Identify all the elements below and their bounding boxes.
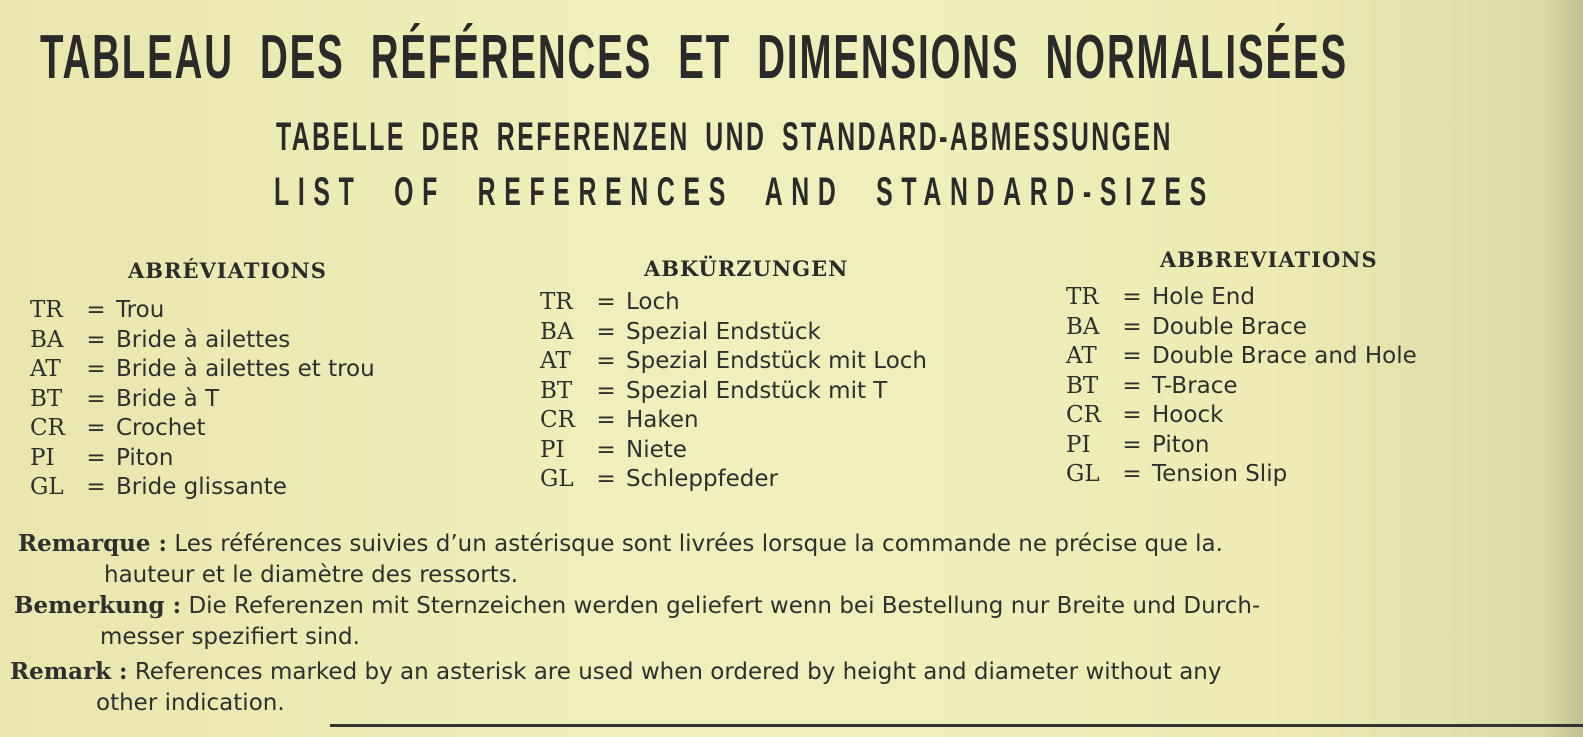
remark-text: Die Referenzen mit Sternzeichen werden geliefert wenn bei Bestellung nur Breite und Durch- xyxy=(188,593,1261,619)
equals-sign: = xyxy=(596,348,616,374)
abbr-label: Hole End xyxy=(1152,284,1255,310)
list-item xyxy=(30,444,375,474)
list-item xyxy=(30,414,375,444)
abbr-code: TR xyxy=(540,289,573,315)
equals-sign: = xyxy=(86,356,106,382)
list-item xyxy=(540,436,927,466)
abbr-code: CR xyxy=(30,415,65,441)
abbr-label: T-Brace xyxy=(1152,372,1238,399)
list-item xyxy=(1066,313,1417,343)
abbr-label: Schleppfeder xyxy=(626,466,779,492)
equals-sign: = xyxy=(86,474,106,500)
remark-label: Remark : xyxy=(10,658,128,685)
abbr-label: Piton xyxy=(1152,431,1210,458)
remark-english xyxy=(10,656,1222,719)
equals-sign: = xyxy=(1122,343,1142,369)
abbr-code: CR xyxy=(1066,402,1101,428)
abbr-label: Double Brace xyxy=(1152,313,1307,340)
abbr-code: PI xyxy=(1066,431,1091,458)
abbr-label: Spezial Endstück xyxy=(626,318,821,345)
abbr-label: Bride à T xyxy=(116,385,220,412)
equals-sign: = xyxy=(86,326,106,353)
list-item xyxy=(540,406,927,436)
abbr-code: TR xyxy=(30,297,63,323)
equals-sign: = xyxy=(1122,313,1142,340)
list-item xyxy=(1066,401,1417,431)
abbr-label: Double Brace and Hole xyxy=(1152,343,1417,369)
column-heading-english: ABBREVIATIONS xyxy=(1160,247,1378,272)
abbr-code: BT xyxy=(540,377,573,404)
list-item xyxy=(1066,283,1417,313)
subtitle-english: LIST OF REFERENCES AND STANDARD-SIZES xyxy=(274,170,1215,214)
equals-sign: = xyxy=(86,444,106,471)
column-heading-german: ABKÜRZUNGEN xyxy=(644,256,849,281)
abbreviation-list-french xyxy=(30,296,375,503)
abbr-label: Spezial Endstück mit Loch xyxy=(626,348,927,374)
bottom-rule xyxy=(330,724,1583,727)
equals-sign: = xyxy=(596,377,616,404)
abbr-code: GL xyxy=(30,474,64,500)
equals-sign: = xyxy=(596,318,616,345)
abbr-label: Bride à ailettes xyxy=(116,326,291,353)
remark-text-continued: other indication. xyxy=(96,690,285,716)
equals-sign: = xyxy=(596,407,616,433)
abbr-code: BA xyxy=(30,326,64,353)
list-item xyxy=(1066,372,1417,402)
list-item xyxy=(1066,342,1417,372)
abbr-label: Haken xyxy=(626,407,699,433)
remark-german xyxy=(14,590,1260,653)
remark-text: Les références suivies d’un astérisque sont livrées lorsque la commande ne précise que la. xyxy=(174,531,1223,557)
remark-text-continued: hauteur et le diamètre des ressorts. xyxy=(104,562,519,588)
list-item xyxy=(30,355,375,385)
equals-sign: = xyxy=(1122,284,1142,310)
abbr-label: Bride glissante xyxy=(116,474,287,500)
list-item xyxy=(540,465,927,495)
abbreviation-list-english xyxy=(1066,283,1417,490)
abbr-label: Niete xyxy=(626,436,687,463)
abbr-label: Loch xyxy=(626,289,680,315)
abbr-label: Spezial Endstück mit T xyxy=(626,377,888,404)
abbr-label: Hoock xyxy=(1152,402,1224,428)
abbr-code: PI xyxy=(30,444,55,471)
list-item xyxy=(30,326,375,356)
equals-sign: = xyxy=(86,385,106,412)
abbr-code: CR xyxy=(540,407,575,433)
equals-sign: = xyxy=(596,289,616,315)
abbr-code: BT xyxy=(30,385,63,412)
list-item xyxy=(540,288,927,318)
equals-sign: = xyxy=(1122,461,1142,487)
abbr-code: BA xyxy=(540,318,574,345)
abbr-code: BA xyxy=(1066,313,1100,340)
abbr-label: Bride à ailettes et trou xyxy=(116,356,375,382)
abbreviation-list-german xyxy=(540,288,927,495)
list-item xyxy=(30,473,375,503)
abbr-code: GL xyxy=(540,466,574,492)
list-item xyxy=(540,377,927,407)
abbr-code: TR xyxy=(1066,284,1099,310)
remark-text: References marked by an asterisk are used when ordered by height and diameter without any xyxy=(134,659,1222,685)
abbr-label: Tension Slip xyxy=(1152,461,1288,487)
equals-sign: = xyxy=(86,297,106,323)
abbr-label: Trou xyxy=(116,297,165,323)
list-item xyxy=(1066,460,1417,490)
list-item xyxy=(540,318,927,348)
list-item xyxy=(1066,431,1417,461)
equals-sign: = xyxy=(1122,372,1142,399)
equals-sign: = xyxy=(86,415,106,441)
abbr-code: PI xyxy=(540,436,565,463)
remark-text-continued: messer spezifiert sind. xyxy=(100,624,360,650)
subtitle-german: TABELLE DER REFERENZEN UND STANDARD-ABMESSUNGEN xyxy=(276,115,1173,159)
list-item xyxy=(540,347,927,377)
equals-sign: = xyxy=(596,436,616,463)
remark-label: Remarque : xyxy=(18,530,168,557)
remark-label: Bemerkung : xyxy=(14,592,182,619)
list-item xyxy=(30,296,375,326)
abbr-code: AT xyxy=(540,348,571,374)
abbr-label: Crochet xyxy=(116,415,206,441)
equals-sign: = xyxy=(596,466,616,492)
abbr-code: BT xyxy=(1066,372,1099,399)
abbr-code: AT xyxy=(30,356,61,382)
column-heading-french: ABRÉVIATIONS xyxy=(128,258,327,283)
page-edge-shadow xyxy=(1543,0,1583,737)
abbr-label: Piton xyxy=(116,444,174,471)
main-title: TABLEAU DES RÉFÉRENCES ET DIMENSIONS NORMALISÉES xyxy=(40,23,1348,92)
abbr-code: AT xyxy=(1066,343,1097,369)
remark-french xyxy=(18,528,1223,591)
abbr-code: GL xyxy=(1066,461,1100,487)
equals-sign: = xyxy=(1122,402,1142,428)
list-item xyxy=(30,385,375,415)
equals-sign: = xyxy=(1122,431,1142,458)
